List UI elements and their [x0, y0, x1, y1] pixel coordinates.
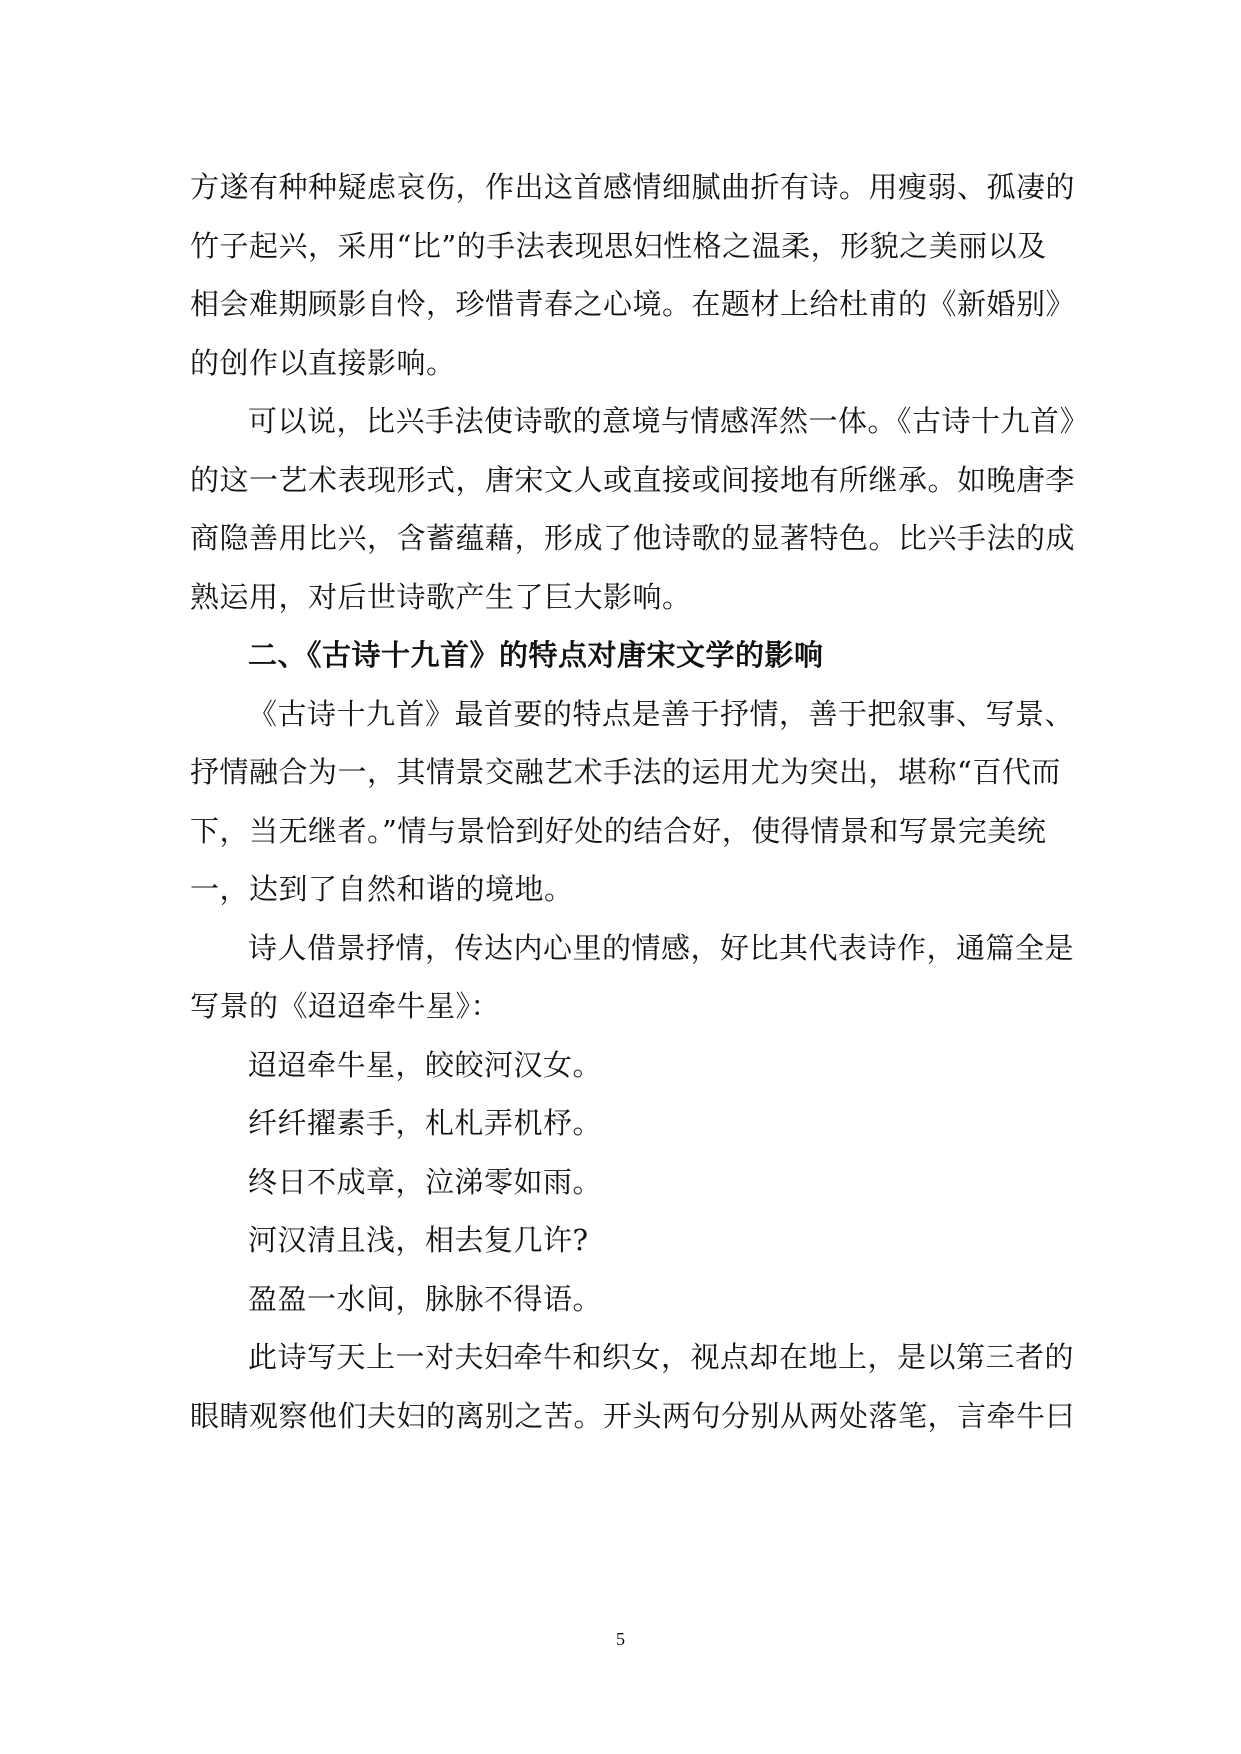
text-line: 商隐善用比兴，含蓄蕴藉，形成了他诗歌的显著特色。比兴手法的成	[190, 521, 1076, 555]
text-line: 一，达到了自然和谐的境地。	[190, 872, 574, 906]
body-text	[190, 158, 1090, 1445]
text-line: 抒情融合为一，其情景交融艺术手法的运用尤为突出，堪称“百代而	[190, 755, 1061, 789]
text-line: 竹子起兴，采用“比”的手法表现思妇性格之温柔，形貌之美丽以及	[190, 228, 1047, 263]
text-line: 的创作以直接影响。	[190, 345, 456, 380]
text-line: 下，当无继者。”情与景恰到好处的结合好，使得情景和写景完美统	[190, 813, 1047, 848]
poem-line: 河汉清且浅，相去复几许?	[248, 1223, 589, 1257]
poem-line: 迢迢牵牛星，皎皎河汉女。	[248, 1047, 603, 1082]
text-line: 眼睛观察他们夫妇的离别之苦。开头两句分别从两处落笔，言牵牛曰	[190, 1398, 1076, 1433]
text-line: 诗人借景抒情，传达内心里的情感，好比其代表诗作，通篇全是	[248, 930, 1075, 965]
text-line: 的这一艺术表现形式，唐宋文人或直接或间接地有所继承。如晚唐李	[190, 462, 1076, 497]
poem-line: 纤纤擢素手，札札弄机杼。	[248, 1106, 603, 1140]
text-line: 可以说，比兴手法使诗歌的意境与情感浑然一体。《古诗十九首》	[248, 404, 1090, 438]
text-line: 熟运用，对后世诗歌产生了巨大影响。	[190, 579, 692, 614]
text-line: 方遂有种种疑虑哀伤，作出这首感情细腻曲折有诗。用瘦弱、孤凄的	[190, 170, 1076, 204]
page-number: 5	[616, 1629, 625, 1649]
text-line: 《古诗十九首》最首要的特点是善于抒情，善于把叙事、写景、	[248, 696, 1075, 731]
poem-line: 终日不成章，泣涕零如雨。	[248, 1164, 603, 1199]
poem-line: 盈盈一水间，脉脉不得语。	[248, 1281, 603, 1316]
section-heading: 二、《古诗十九首》的特点对唐宋文学的影响	[248, 638, 824, 672]
text-line: 此诗写天上一对夫妇牵牛和织女，视点却在地上，是以第三者的	[248, 1340, 1075, 1374]
text-line: 相会难期顾影自怜，珍惜青春之心境。在题材上给杜甫的《新婚别》	[190, 287, 1076, 321]
text-line: 写景的《迢迢牵牛星》：	[190, 989, 501, 1023]
